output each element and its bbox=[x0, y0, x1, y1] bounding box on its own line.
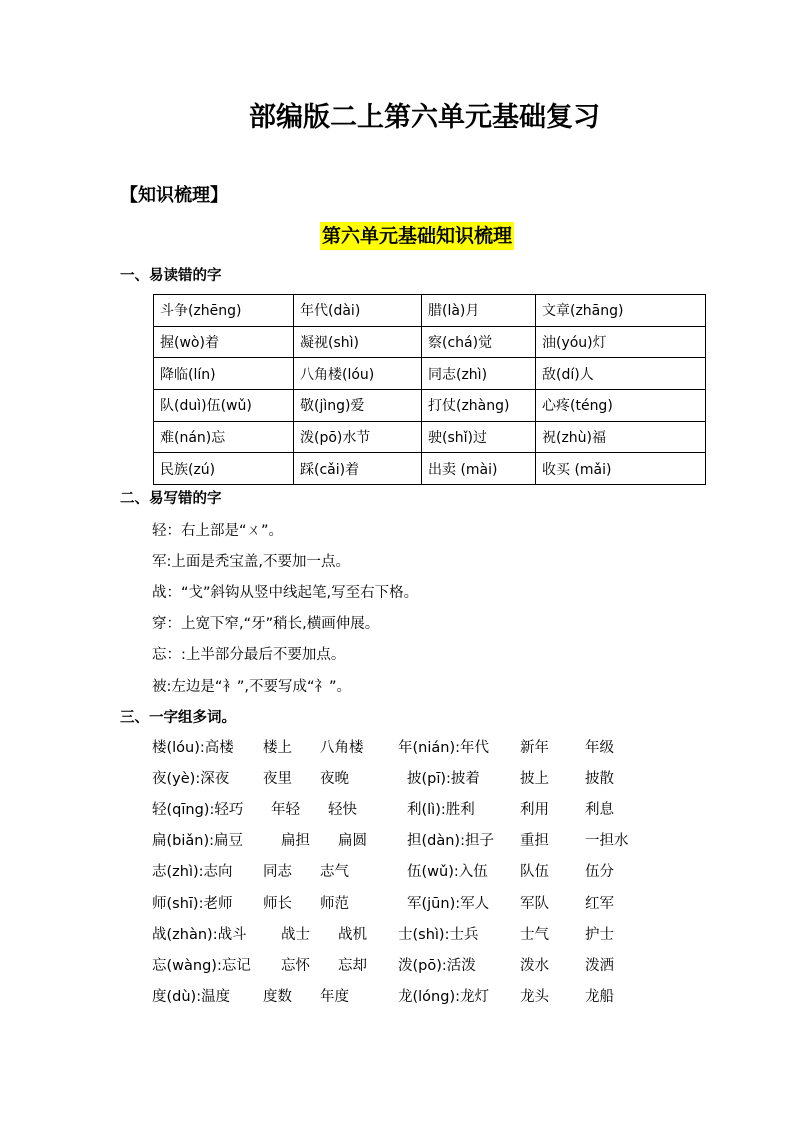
table-cell: 腊(là)月 bbox=[422, 295, 536, 327]
table-cell: 年代(dài) bbox=[294, 295, 422, 327]
table-cell: 敌(dí)人 bbox=[536, 358, 706, 390]
table-cell: 泼(pō)水节 bbox=[294, 421, 422, 453]
table-row bbox=[154, 453, 706, 485]
word-group-word: 同志 bbox=[263, 864, 292, 881]
table-cell: 民族(zú) bbox=[154, 453, 294, 485]
word-group-head: 军(jūn):军人 bbox=[407, 895, 490, 912]
table-row bbox=[154, 295, 706, 327]
section-heading-misread: 一、易读错的字 bbox=[120, 268, 222, 284]
note-item: 战：“戈”斜钩从竖中线起笔,写至右下格。 bbox=[152, 585, 419, 601]
word-group-word: 士气 bbox=[520, 926, 549, 943]
table-cell: 祝(zhù)福 bbox=[536, 421, 706, 453]
section-heading-miswritten: 二、易写错的字 bbox=[120, 491, 222, 507]
table-cell: 斗争(zhēng) bbox=[154, 295, 294, 327]
word-group-word: 轻快 bbox=[328, 802, 357, 819]
table-cell: 队(duì)伍(wǔ) bbox=[154, 390, 294, 422]
word-group-head: 忘(wàng):忘记 bbox=[152, 957, 251, 974]
word-group-head: 利(lì):胜利 bbox=[407, 802, 475, 819]
note-item: 忘：:上半部分最后不要加点。 bbox=[152, 647, 346, 663]
word-group-word: 伍分 bbox=[585, 864, 614, 881]
word-group-word: 夜里 bbox=[263, 771, 292, 788]
word-group-word: 披散 bbox=[585, 771, 614, 788]
table-cell: 收买 (mǎi) bbox=[536, 453, 706, 485]
word-group-word: 年度 bbox=[320, 988, 349, 1005]
word-group-word: 战机 bbox=[338, 926, 367, 943]
word-group-word: 忘却 bbox=[338, 957, 367, 974]
word-group-word: 新年 bbox=[520, 740, 549, 756]
word-group-word: 泼水 bbox=[520, 957, 549, 974]
word-group-word: 护士 bbox=[585, 926, 614, 943]
word-group-word: 师长 bbox=[263, 895, 292, 912]
table-row bbox=[154, 326, 706, 358]
word-group-word: 利息 bbox=[585, 802, 614, 819]
word-group-head: 年(nián):年代 bbox=[398, 740, 489, 756]
word-group-word: 师范 bbox=[320, 895, 349, 912]
note-item: 穿：上宽下窄,“牙”稍长,横画伸展。 bbox=[152, 616, 380, 632]
knowledge-header: 【知识梳理】 bbox=[120, 185, 228, 206]
word-group-word: 队伍 bbox=[520, 864, 549, 881]
word-group-head: 扁(biǎn):扁豆 bbox=[152, 833, 244, 850]
note-item: 被:左边是“衤”,不要写成“礻”。 bbox=[152, 679, 352, 695]
highlighted-subtitle: 第六单元基础知识梳理 bbox=[320, 222, 514, 250]
word-group-word: 红军 bbox=[585, 895, 614, 912]
table-cell: 握(wò)着 bbox=[154, 326, 294, 358]
word-group-head: 战(zhàn):战斗 bbox=[152, 926, 247, 943]
word-group-word: 年级 bbox=[585, 740, 614, 756]
word-group-head: 楼(lóu):高楼 bbox=[152, 740, 234, 756]
word-group-head: 担(dàn):担子 bbox=[407, 833, 494, 850]
word-group-head: 师(shī):老师 bbox=[152, 895, 233, 912]
table-cell: 敬(jìng)爱 bbox=[294, 390, 422, 422]
table-cell: 文章(zhāng) bbox=[536, 295, 706, 327]
page-title: 部编版二上第六单元基础复习 bbox=[249, 102, 600, 133]
word-group-word: 军队 bbox=[520, 895, 549, 912]
table-cell: 油(yóu)灯 bbox=[536, 326, 706, 358]
word-group-head: 夜(yè):深夜 bbox=[152, 771, 230, 788]
table-cell: 难(nán)忘 bbox=[154, 421, 294, 453]
table-cell: 心疼(téng) bbox=[536, 390, 706, 422]
table-cell: 出卖 (mài) bbox=[422, 453, 536, 485]
word-group-word: 八角楼 bbox=[320, 740, 364, 756]
table-row bbox=[154, 358, 706, 390]
table-row bbox=[154, 390, 706, 422]
word-group-word: 年轻 bbox=[271, 802, 300, 819]
word-group-head: 度(dù):温度 bbox=[152, 988, 231, 1005]
table-cell: 驶(shǐ)过 bbox=[422, 421, 536, 453]
table-cell: 同志(zhì) bbox=[422, 358, 536, 390]
word-group-word: 扁担 bbox=[281, 833, 310, 850]
word-group-word: 龙船 bbox=[585, 988, 614, 1005]
word-group-word: 一担水 bbox=[585, 833, 629, 850]
word-group-word: 战士 bbox=[281, 926, 310, 943]
word-group-word: 龙头 bbox=[520, 988, 549, 1005]
table-cell: 察(chá)觉 bbox=[422, 326, 536, 358]
table-cell: 凝视(shì) bbox=[294, 326, 422, 358]
section-heading-word-groups: 三、一字组多词。 bbox=[120, 710, 236, 726]
word-group-word: 泼洒 bbox=[585, 957, 614, 974]
table-cell: 打仗(zhàng) bbox=[422, 390, 536, 422]
word-group-head: 轻(qīng):轻巧 bbox=[152, 802, 244, 819]
table-cell: 降临(lín) bbox=[154, 358, 294, 390]
word-group-head: 披(pī):披着 bbox=[407, 771, 480, 788]
word-group-word: 志气 bbox=[320, 864, 349, 881]
note-item: 军:上面是秃宝盖,不要加一点。 bbox=[152, 554, 350, 570]
misread-characters-table bbox=[153, 294, 706, 485]
table-row bbox=[154, 421, 706, 453]
word-group-word: 利用 bbox=[520, 802, 549, 819]
note-item: 轻：右上部是“ㄨ”。 bbox=[152, 523, 284, 539]
word-group-word: 楼上 bbox=[263, 740, 292, 756]
word-group-head: 伍(wǔ):入伍 bbox=[407, 864, 488, 881]
word-group-head: 志(zhì):志向 bbox=[152, 864, 233, 881]
table-cell: 八角楼(lóu) bbox=[294, 358, 422, 390]
word-group-head: 泼(pō):活泼 bbox=[398, 957, 476, 974]
word-group-word: 忘怀 bbox=[281, 957, 310, 974]
word-group-word: 扁圆 bbox=[338, 833, 367, 850]
word-group-word: 度数 bbox=[263, 988, 292, 1005]
word-group-word: 重担 bbox=[520, 833, 549, 850]
table-cell: 踩(cǎi)着 bbox=[294, 453, 422, 485]
word-group-head: 龙(lóng):龙灯 bbox=[398, 988, 489, 1005]
word-group-word: 披上 bbox=[520, 771, 549, 788]
word-group-head: 士(shì):士兵 bbox=[398, 926, 479, 943]
word-group-word: 夜晚 bbox=[320, 771, 349, 788]
